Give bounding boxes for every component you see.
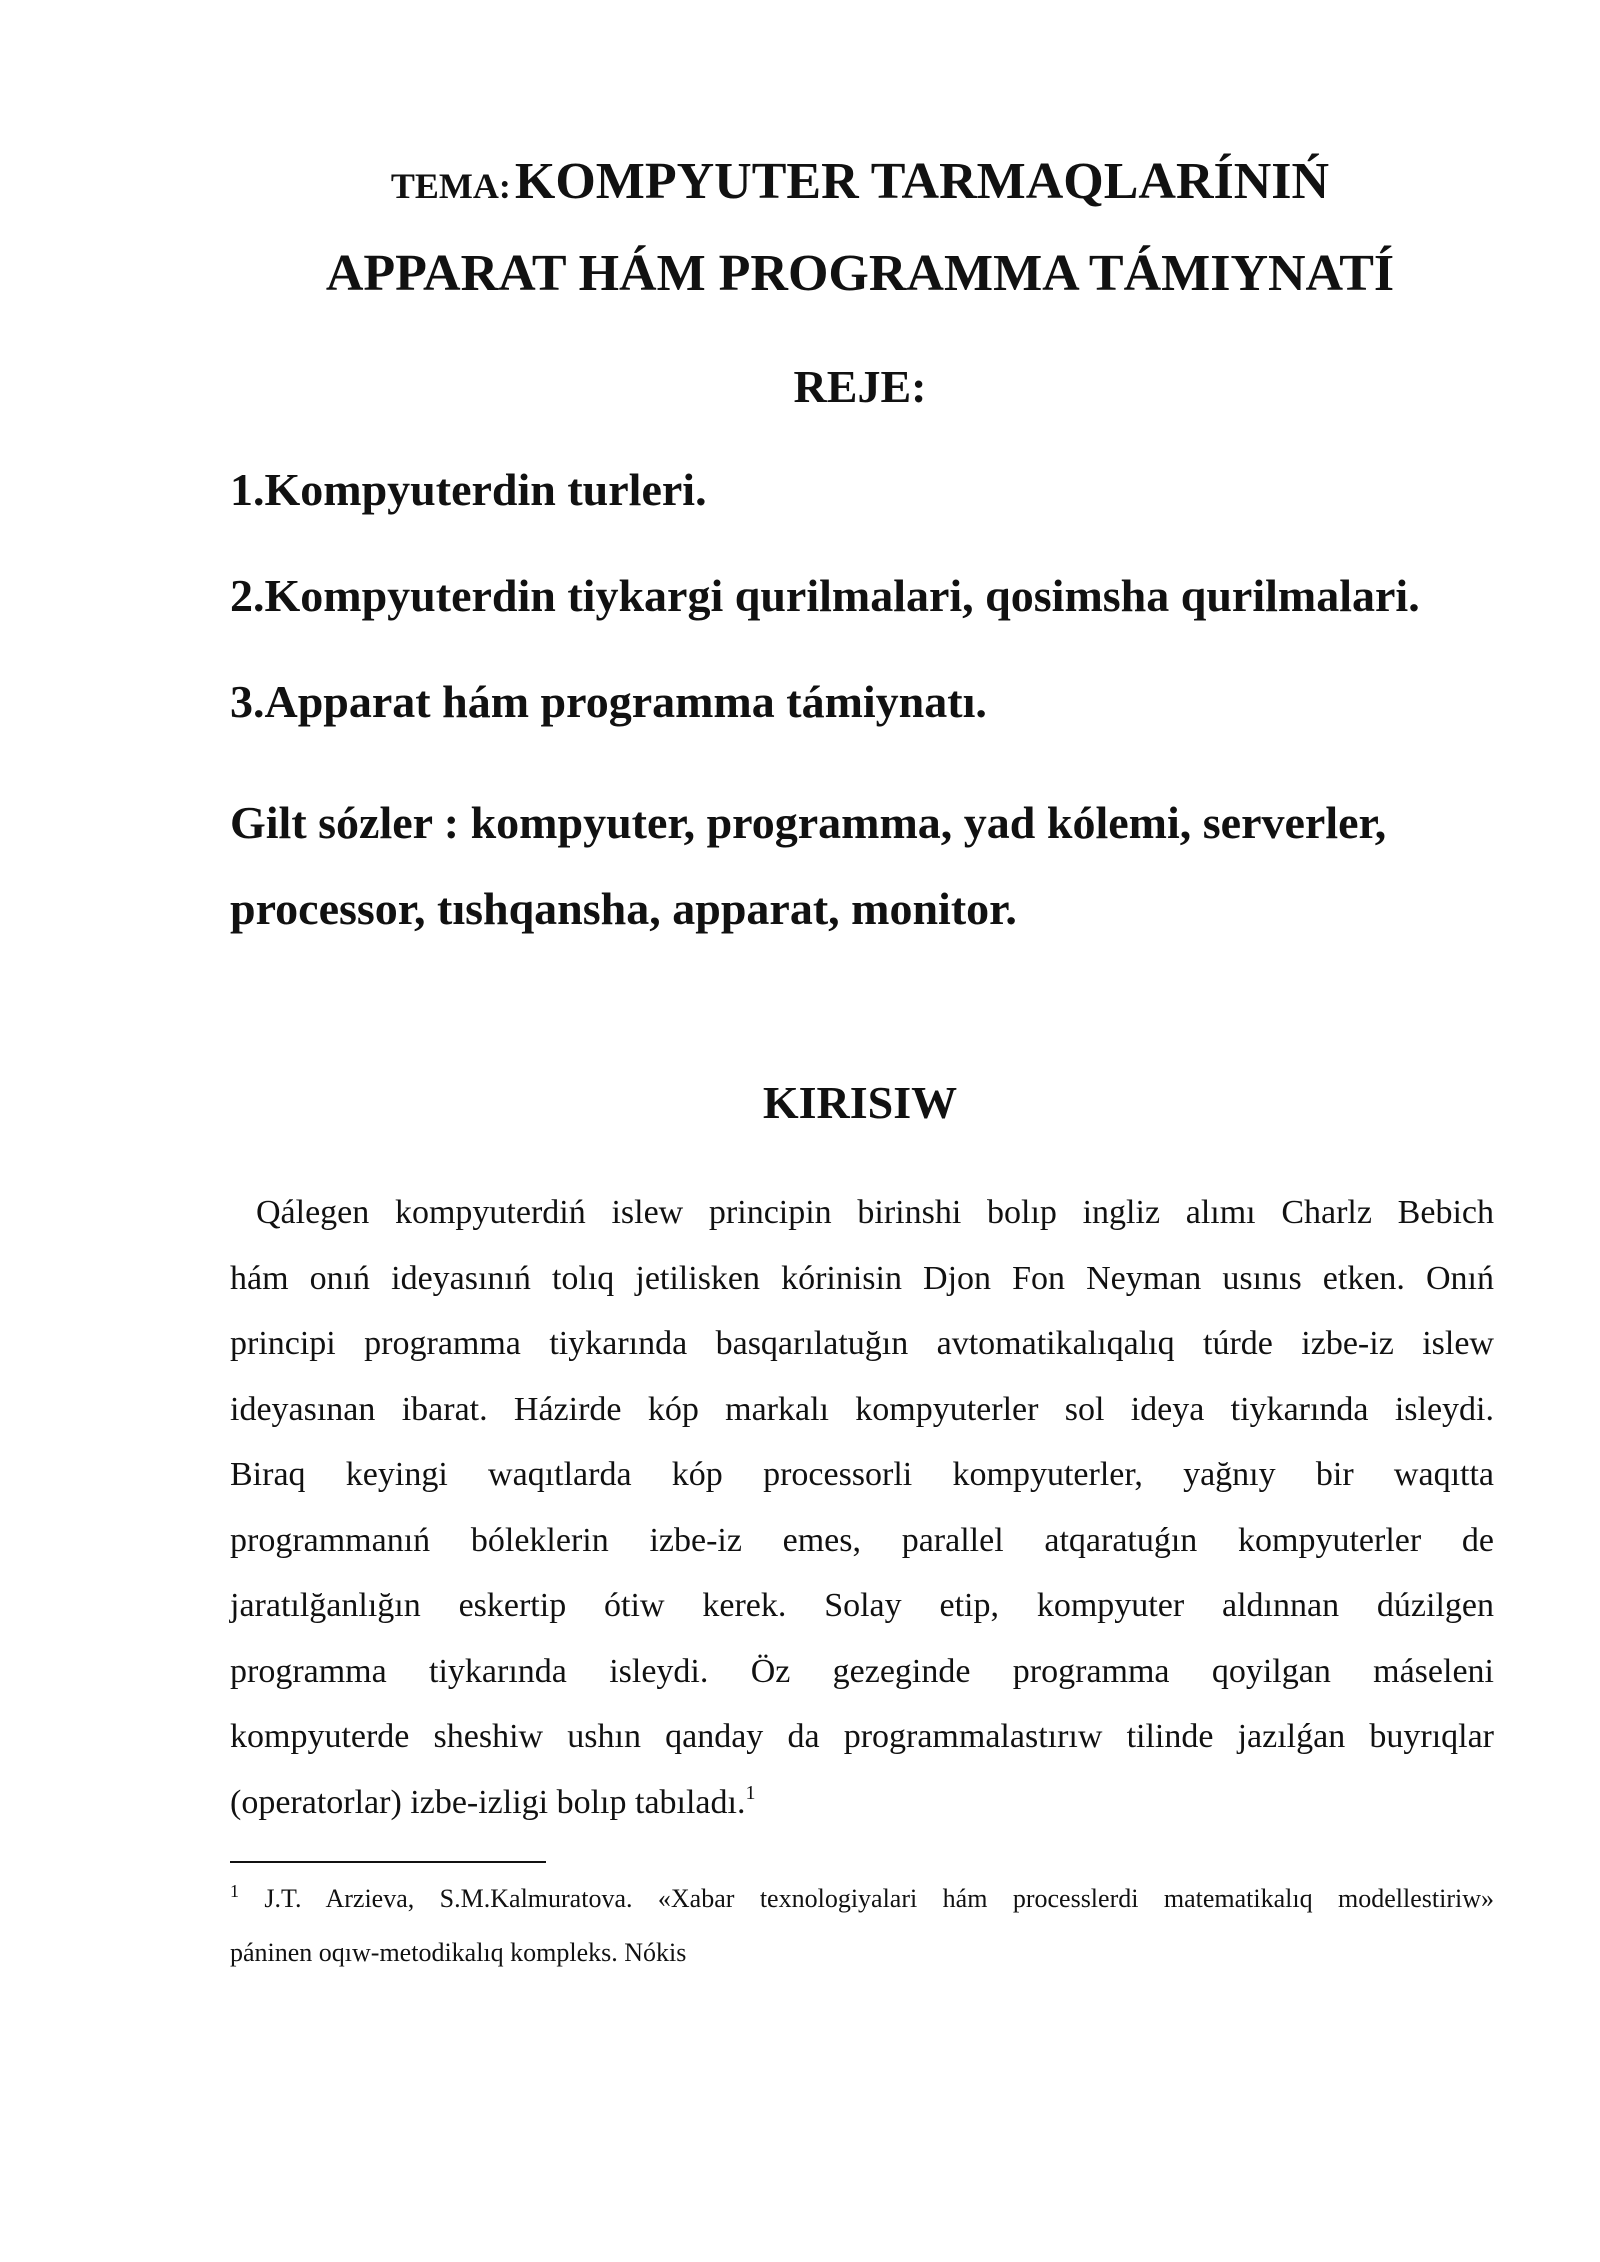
paragraph-line-text: (operatorlar) izbe-izligi bolıp tabıladı.: [230, 1783, 746, 1821]
plan-item: 3.Apparat hám programma támiynatı.: [230, 676, 987, 727]
keywords-line: Gilt sózler : kompyuter, programma, yad kólemi, serverler,: [230, 797, 1387, 848]
paragraph-last-line: [230, 1770, 1494, 1836]
title-main: KOMPYUTER TARMAQLARÍNIŃ: [514, 153, 1330, 210]
plan-item: 1.Kompyuterdin turleri.: [230, 464, 707, 515]
section-heading: KIRISIW: [762, 1077, 958, 1128]
footnote-line: [230, 1872, 1494, 1926]
paragraph-line: Qálegen kompyuterdiń islew principin birinshi bolıp ingliz alımı Charlz Bebich: [256, 1194, 1494, 1231]
paragraph-line: jaratılğanlığın eskertip ótiw kerek. Solay etip, kompyuter aldınnan dúzilgen: [230, 1587, 1494, 1624]
footnote-line: páninen oqıw-metodikalıq kompleks. Nókis: [230, 1938, 687, 1967]
paragraph-line: Biraq keyingi waqıtlarda kóp processorli kompyuterler, yağnıy bir waqıtta: [230, 1456, 1494, 1493]
paragraph-line: programmanıń bóleklerin izbe-iz emes, parallel atqaratuǵın kompyuterler de: [230, 1521, 1494, 1559]
body-paragraph: [230, 1180, 1494, 1835]
paragraph-line: programma tiykarında isleydi. Öz gezeginde programma qoyilgan máseleni: [230, 1652, 1494, 1690]
footnote: [230, 1872, 1494, 1980]
footnote-marker: 1: [230, 1881, 239, 1901]
title-prefix: TEMA:: [390, 166, 511, 206]
paragraph-line: ideyasınan ibarat. Házirde kóp markalı kompyuterler sol ideya tiykarında isleydi.: [230, 1390, 1494, 1428]
paragraph-line: hám onıń ideyasınıń tolıq jetilisken kórinisin Djon Fon Neyman usınıs etken. Onıń: [230, 1259, 1494, 1297]
keywords-block: [230, 780, 1530, 952]
keywords-line: processor, tıshqansha, apparat, monitor.: [230, 883, 1017, 934]
plan-item: 2.Kompyuterdin tiykargi qurilmalari, qosimsha qurilmalari.: [230, 570, 1420, 621]
paragraph-line: principi programma tiykarında basqarılatuğın avtomatikalıqalıq túrde izbe-iz islew: [230, 1325, 1494, 1362]
plan-heading: REJE:: [793, 361, 927, 412]
footnote-separator: [230, 1861, 546, 1863]
document-title-line-1: [0, 152, 1600, 211]
plan-list: [230, 462, 1570, 780]
paragraph-line: kompyuterde sheshiw ushın qanday da programmalastırıw tilinde jazılǵan buyrıqlar: [230, 1718, 1494, 1755]
footnote-reference[interactable]: 1: [745, 1781, 756, 1804]
footnote-text: J.T. Arzieva, S.M.Kalmuratova. «Xabar texnologiyalari hám processlerdi matematikalıq modellestiriw»: [239, 1884, 1494, 1913]
document-title-line-2: APPARAT HÁM PROGRAMMA TÁMIYNATÍ: [325, 245, 1395, 302]
